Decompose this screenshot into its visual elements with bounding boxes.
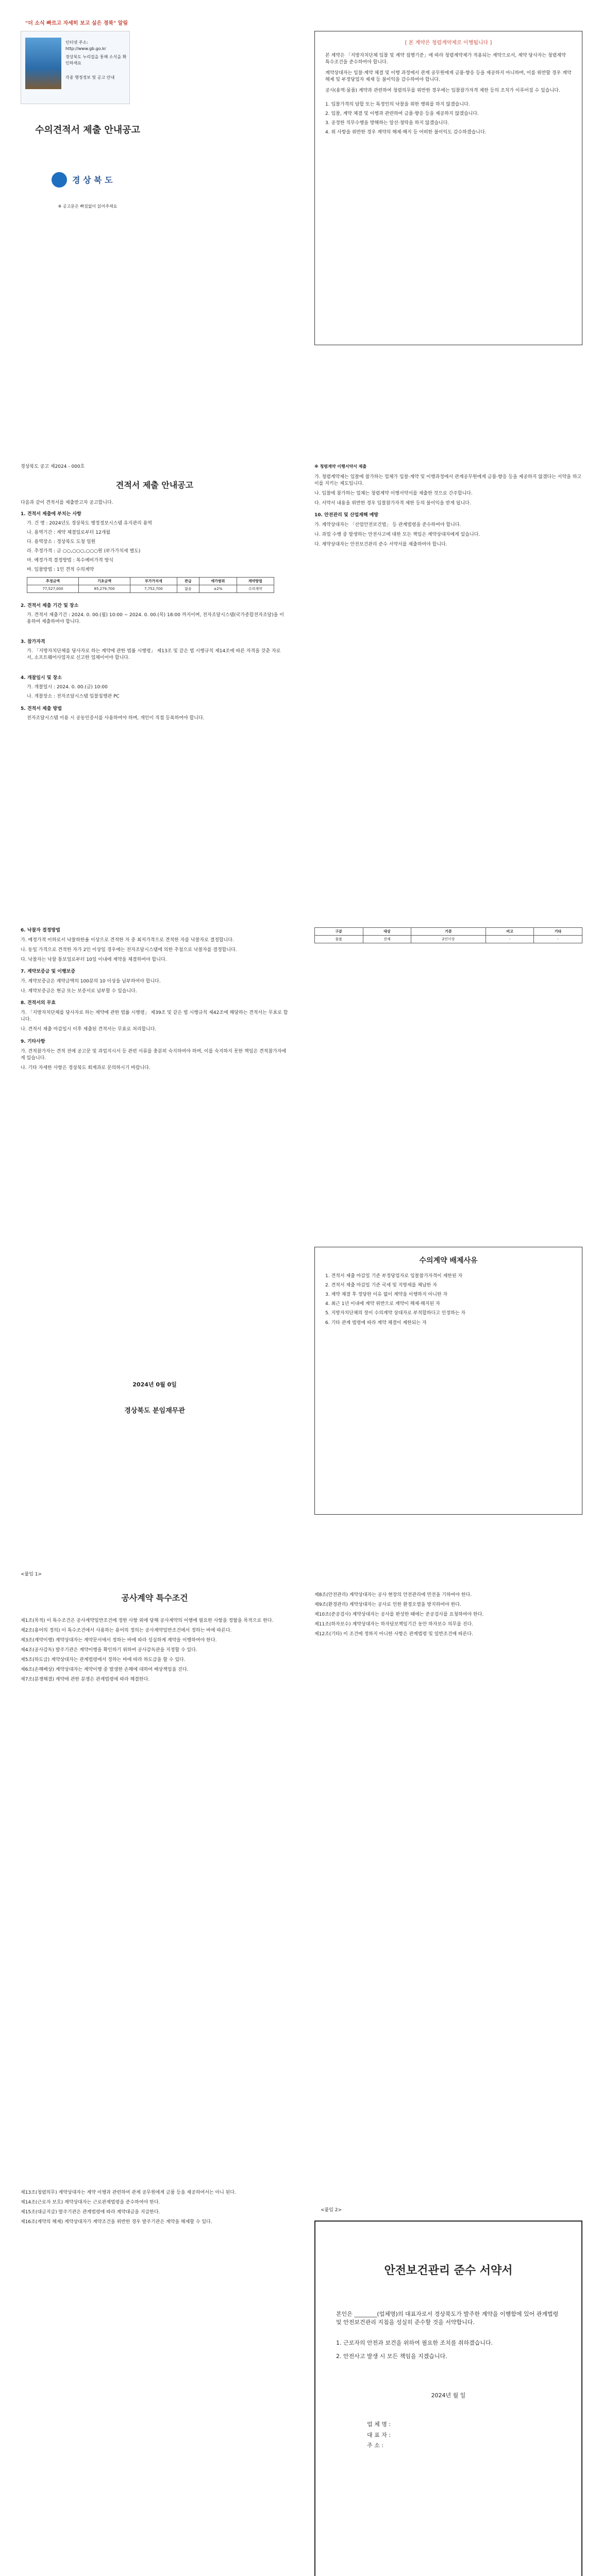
integrity-note-box [314,31,582,345]
notice-right-column [314,464,582,551]
table-header: 예가범위 [199,578,237,585]
price-table [27,577,274,593]
banner-photo [25,38,61,89]
table-header: 추정금액 [27,578,79,585]
p3-para: 제4조(공사감독) 발주기관은 계약이행을 확인하기 위하여 공사감독관을 지정할 수 있다. [21,1648,197,1653]
notice-sec3: 3. 참가자격 [21,639,45,645]
page-3 [0,1571,602,2138]
table-header: 구분 [315,928,363,936]
banner-line-2: 경상북도 누리집을 통해 소식을 확인하세요 [65,55,127,65]
p3-title: 공사계약 특수조건 [121,1593,188,1603]
p3-right-para: 제8조(안전관리) 계약상대자는 공사 현장의 안전관리에 만전을 기하여야 한다. [314,1592,472,1598]
table-header: 대상 [363,928,411,936]
table-header: 비고 [486,928,534,936]
notice-sec5-text: 전자조달시스템 이용 시 공동인증서를 사용하여야 하며, 개인이 직접 등록하여야 합니다. [27,716,205,721]
p3-para: 제6조(손해배상) 계약상대자는 계약이행 중 발생한 손해에 대하여 배상책임을 진다. [21,1667,189,1673]
p2-para: 다. 낙찰자는 낙찰 통보일로부터 10일 이내에 계약을 체결하여야 합니다. [21,957,167,963]
p3-para: 제7조(분쟁해결) 계약에 관한 분쟁은 관계법령에 따라 해결한다. [21,1677,150,1683]
table-header: 기초금액 [79,578,130,585]
integrity-note-header: [ 본 계약은 청렴계약제로 이행됩니다 ] [405,40,492,46]
right-top-note: ※ 청렴계약 이행서약서 제출 [314,464,367,469]
safety-field: 업 체 명 : [367,2420,391,2428]
page2-right [314,927,582,951]
right-para: 나. 입찰에 참가하는 업체는 청렴계약 이행서약서를 제출한 것으로 간주합니다. [314,491,473,497]
p4-para: 제13조(청렴의무) 계약상대자는 계약 이행과 관련하여 관계 공무원에게 금품 등을 제공하여서는 아니 된다. [21,2190,236,2195]
exclusion-box [314,1247,582,1515]
p3-para: 제2조(용어의 정의) 이 특수조건에서 사용하는 용어의 정의는 공사계약일반조건에서 정하는 바에 따른다. [21,1628,232,1634]
exclusion-item: 5. 지방자치단체의 장이 수의계약 상대자로 부적합하다고 인정하는 자 [325,1311,466,1316]
table-cell: 전체 [363,936,411,943]
integrity-para-2: 계약상대자는 입찰·계약 체결 및 이행 과정에서 관계 공무원에게 금품·향응 등을 제공하지 아니하며, 이를 위반할 경우 계약 해제 및 부정당업자 제재 등 불이익을 감수하여야 합니다. [325,70,572,82]
exclusion-item: 4. 최근 1년 이내에 계약 위반으로 계약이 해제·해지된 자 [325,1301,440,1307]
p3-para: 제5조(하도급) 계약상대자는 관계법령에서 정하는 바에 따라 하도급을 할 수 있다. [21,1657,186,1663]
right-para: 다. 서약서 내용을 위반한 경우 입찰참가자격 제한 등의 불이익을 받게 됩니다. [314,501,471,506]
notice-sec5: 5. 견적서 제출 방법 [21,706,62,711]
exclusion-title: 수의계약 배제사유 [419,1257,478,1265]
table-cell: - [534,936,582,943]
integrity-point: 2. 입찰, 계약 체결 및 이행과 관련하여 금품·향응 등을 제공하지 않겠습니다. [325,111,479,116]
safety-body-1: 본인은 ________(업체명)의 대표자로서 경상북도가 발주한 계약을 이행함에 있어 관계법령 및 안전보건관리 지침을 성실히 준수할 것을 서약합니다. [336,2310,559,2326]
p4-para: 제15조(대금지급) 발주기관은 관계법령에 따라 계약대금을 지급한다. [21,2210,160,2215]
right-para: 가. 청렴계약제는 입찰에 참가하는 업체가 입찰·계약 및 이행과정에서 관계공무원에게 금품·향응 등을 제공하지 않겠다는 서약을 하고 이를 지키는 제도입니다. [314,474,582,487]
org-name: 경 상 북 도 [72,175,113,185]
notice-sec2: 2. 견적서 제출 기간 및 장소 [21,603,79,608]
p3-right-para: 제10조(준공검사) 계약상대자는 공사를 완성한 때에는 준공검사를 요청하여야 한다. [314,1612,484,1618]
p2-para-4: 가. 견적참가자는 견적 전에 공고문 및 과업지시서 등 관련 서류를 충분히 숙지하여야 하며, 이를 숙지하지 못한 책임은 견적참가자에게 있습니다. [21,1048,287,1061]
p2-heading-4: 9. 기타사항 [21,1039,45,1044]
integrity-para-1: 본 계약은 「지방자치단체 입찰 및 계약 집행기준」에 따라 청렴계약제가 적용되는 계약으로서, 계약 당사자는 청렴계약 특수조건을 준수하여야 합니다. [325,53,566,65]
table-row [315,936,582,943]
notice-item: 바. 입찰방법 : 1인 견적 수의계약 [27,567,94,573]
table-cell: 77,527,000 [27,585,79,593]
notice-sec4: 4. 개찰일시 및 장소 [21,675,62,681]
p3-right-para: 제12조(기타) 이 조건에 정하지 아니한 사항은 관계법령 및 일반조건에 따른다. [314,1632,473,1637]
notice-sec2-text: 가. 견적서 제출기간 : 2024. 0. 00.(월) 10:00 ~ 2024. 0. 00.(목) 18:00 까지이며, 전자조달시스템(국가종합전자조달)을 이용하여 제출하여야 합니다. [27,613,284,625]
table-header: 관급 [177,578,199,585]
safety-date: 2024년 월 일 [431,2392,466,2399]
notice-title: 견적서 제출 안내공고 [115,480,194,490]
integrity-point: 1. 입찰가격의 담합 또는 특정인의 낙찰을 위한 행위를 하지 않겠습니다. [325,101,470,107]
p2-para-3: 나. 견적서 제출 마감일시 이후 제출된 견적서는 무효로 처리합니다. [21,1027,157,1032]
safety-body-2: 1. 근로자의 안전과 보건을 위하여 필요한 조치를 취하겠습니다. [336,2339,493,2346]
integrity-para-3: 공사(용역·물품) 계약과 관련하여 청렴의무를 위반한 경우에는 입찰참가자격 제한 등의 조치가 이루어질 수 있습니다. [325,88,560,93]
integrity-point: 3. 공정한 직무수행을 방해하는 알선·청탁을 하지 않겠습니다. [325,120,449,126]
p2-para: 가. 예정가격 이하로서 낙찰하한율 이상으로 견적한 자 중 최저가격으로 견적한 자를 낙찰자로 결정합니다. [21,938,234,943]
table-cell: 없음 [177,585,199,593]
notice-header: 경상북도 공고 제2024 - 000호 [21,464,85,469]
p3-tag: <붙임 1> [21,1572,42,1577]
p2-para-2: 나. 계약보증금은 현금 또는 보증서로 납부할 수 있습니다. [21,989,137,994]
right-heading: 10. 안전관리 및 산업재해 예방 [314,513,379,518]
notice-item: 라. 추정가격 : 금 ○○,○○○,○○○원 (부가가치세 별도) [27,549,141,554]
cover-tagline: ※ 공고문은 빠짐없이 읽어주세요 [58,204,118,209]
p3-left-body [21,1618,289,1686]
notice-item: 다. 용역장소 : 경상북도 도청 일원 [27,539,96,545]
table-cell: 수의계약 [237,585,274,593]
banner-headline: "더 소식 빠르고 자세히 보고 싶은 경북" 알림 [25,21,128,26]
exclusion-item: 2. 견적서 제출 마감일 기준 국세 및 지방세를 체납한 자 [325,1283,437,1289]
p3-right-para: 제11조(하자보수) 계약상대자는 하자담보책임기간 동안 하자보수 의무를 진다. [314,1622,474,1628]
criteria-table [314,927,582,943]
page-main-notice [0,464,602,927]
exclusion-item: 1. 견적서 제출 마감일 기준 부정당업자로 입찰참가자격이 제한된 자 [325,1274,463,1279]
banner-line-3: 각종 행정정보 및 공고 안내 [65,75,115,80]
banner-line-1: 인터넷 주소: http://www.gb.go.kr [65,40,106,51]
notice-item: 나. 용역기간 : 계약 체결일로부터 12개월 [27,530,111,536]
right-para-2: 가. 계약상대자는 「산업안전보건법」 등 관계법령을 준수하여야 합니다. [314,522,461,528]
notice-sec1: 1. 견적서 제출에 부치는 사항 [21,512,81,517]
page-2 [0,927,602,1546]
p2-heading-2: 7. 계약보증금 및 이행보증 [21,969,76,975]
exclusion-item: 6. 기타 관계 법령에 따라 계약 체결이 제한되는 자 [325,1320,427,1326]
p3-para: 제1조(목적) 이 특수조건은 공사계약일반조건에 정한 사항 외에 당해 공사계약의 이행에 필요한 사항을 정함을 목적으로 한다. [21,1618,274,1623]
page2-left [21,927,289,1075]
notice-item: 마. 예정가격 결정방법 : 복수예비가격 방식 [27,558,113,564]
safety-pledge-box [314,2208,582,2576]
p4-para: 제14조(근로자 보호) 계약상대자는 근로관계법령을 준수하여야 한다. [21,2200,160,2206]
table-cell: - [486,936,534,943]
table-cell: 2인이상 [411,936,486,943]
cover-title: 수의견적서 제출 안내공고 [35,125,140,135]
table-cell: 물품 [315,936,363,943]
notice-sec3-text: 가. 「지방자치단체를 당사자로 하는 계약에 관한 법률 시행령」 제13조 및 같은 법 시행규칙 제14조에 따른 자격을 갖춘 자로서, 소프트웨어사업자로 신고한 업체이어야 합니다. [27,649,281,661]
table-cell: ±2% [199,585,237,593]
gyeongbuk-logo-icon [52,172,67,188]
notice-items [27,520,285,576]
table-header: 기타 [534,928,582,936]
safety-field: 대 표 자 : [367,2431,391,2438]
p3-right-body [314,1592,582,1641]
p2-heading: 6. 낙찰자 결정방법 [21,928,60,933]
p2-signer: 경상북도 분임재무관 [124,1407,185,1415]
right-para-2: 나. 과업 수행 중 발생하는 안전사고에 대한 모든 책임은 계약상대자에게 있습니다. [314,532,480,538]
p4-left-body [21,2190,289,2229]
integrity-point: 4. 위 사항을 위반한 경우 계약의 해제·해지 등 어떠한 불이익도 감수하겠습니다. [325,129,487,135]
table-header: 기준 [411,928,486,936]
table-header: 부가가치세 [130,578,177,585]
exclusion-item: 3. 계약 체결 후 정당한 이유 없이 계약을 이행하지 아니한 자 [325,1292,448,1298]
p2-para: 나. 동일 가격으로 견적한 자가 2인 이상일 경우에는 전자조달시스템에 의한 추첨으로 낙찰자를 결정합니다. [21,947,237,953]
p2-heading-3: 8. 견적서의 무효 [21,1001,56,1006]
table-row [27,585,274,593]
page-1 [0,0,602,464]
notice-sec4-lines [27,684,285,703]
notice-sec4-line: 가. 개찰일시 : 2024. 0. 00.(금) 10:00 [27,685,108,690]
org-logo [52,170,144,191]
p3-para: 제3조(계약이행) 계약상대자는 계약문서에서 정하는 바에 따라 성실하게 계약을 이행하여야 한다. [21,1638,217,1643]
safety-title: 안전보건관리 준수 서약서 [384,2264,513,2277]
p2-para-2: 가. 계약보증금은 계약금액의 100분의 10 이상을 납부하여야 합니다. [21,979,161,985]
p2-para-4: 나. 기타 자세한 사항은 경상북도 회계과로 문의하시기 바랍니다. [21,1065,150,1071]
notice-banner [21,21,130,104]
table-cell: 7,752,700 [130,585,177,593]
p2-date: 2024년 0월 0일 [132,1381,177,1388]
notice-item: 가. 건 명 : 2024년도 경상북도 행정정보시스템 유지관리 용역 [27,521,152,526]
table-header: 계약방법 [237,578,274,585]
notice-sec4-line: 나. 개찰장소 : 전자조달시스템 입찰집행관 PC [27,694,120,700]
safety-tag: <붙임 2> [321,2208,342,2213]
safety-body-3: 2. 안전사고 발생 시 모든 책임을 지겠습니다. [336,2352,447,2360]
right-para-2: 다. 계약상대자는 안전보건관리 준수 서약서를 제출하여야 합니다. [314,542,447,548]
page-4 [0,2190,602,2576]
p3-right-para: 제9조(환경관리) 계약상대자는 공사로 인한 환경오염을 방지하여야 한다. [314,1602,461,1608]
safety-field: 주 소 : [367,2442,383,2449]
p4-para: 제16조(계약의 해제) 계약상대자가 계약조건을 위반한 경우 발주기관은 계약을 해제할 수 있다. [21,2219,212,2225]
table-cell: 85,279,700 [79,585,130,593]
p2-para-3: 가. 「지방자치단체를 당사자로 하는 계약에 관한 법률 시행령」 제39조 및 같은 법 시행규칙 제42조에 해당하는 견적서는 무효로 합니다. [21,1010,288,1023]
notice-intro: 다음과 같이 견적서를 제출받고자 공고합니다. [21,500,113,505]
